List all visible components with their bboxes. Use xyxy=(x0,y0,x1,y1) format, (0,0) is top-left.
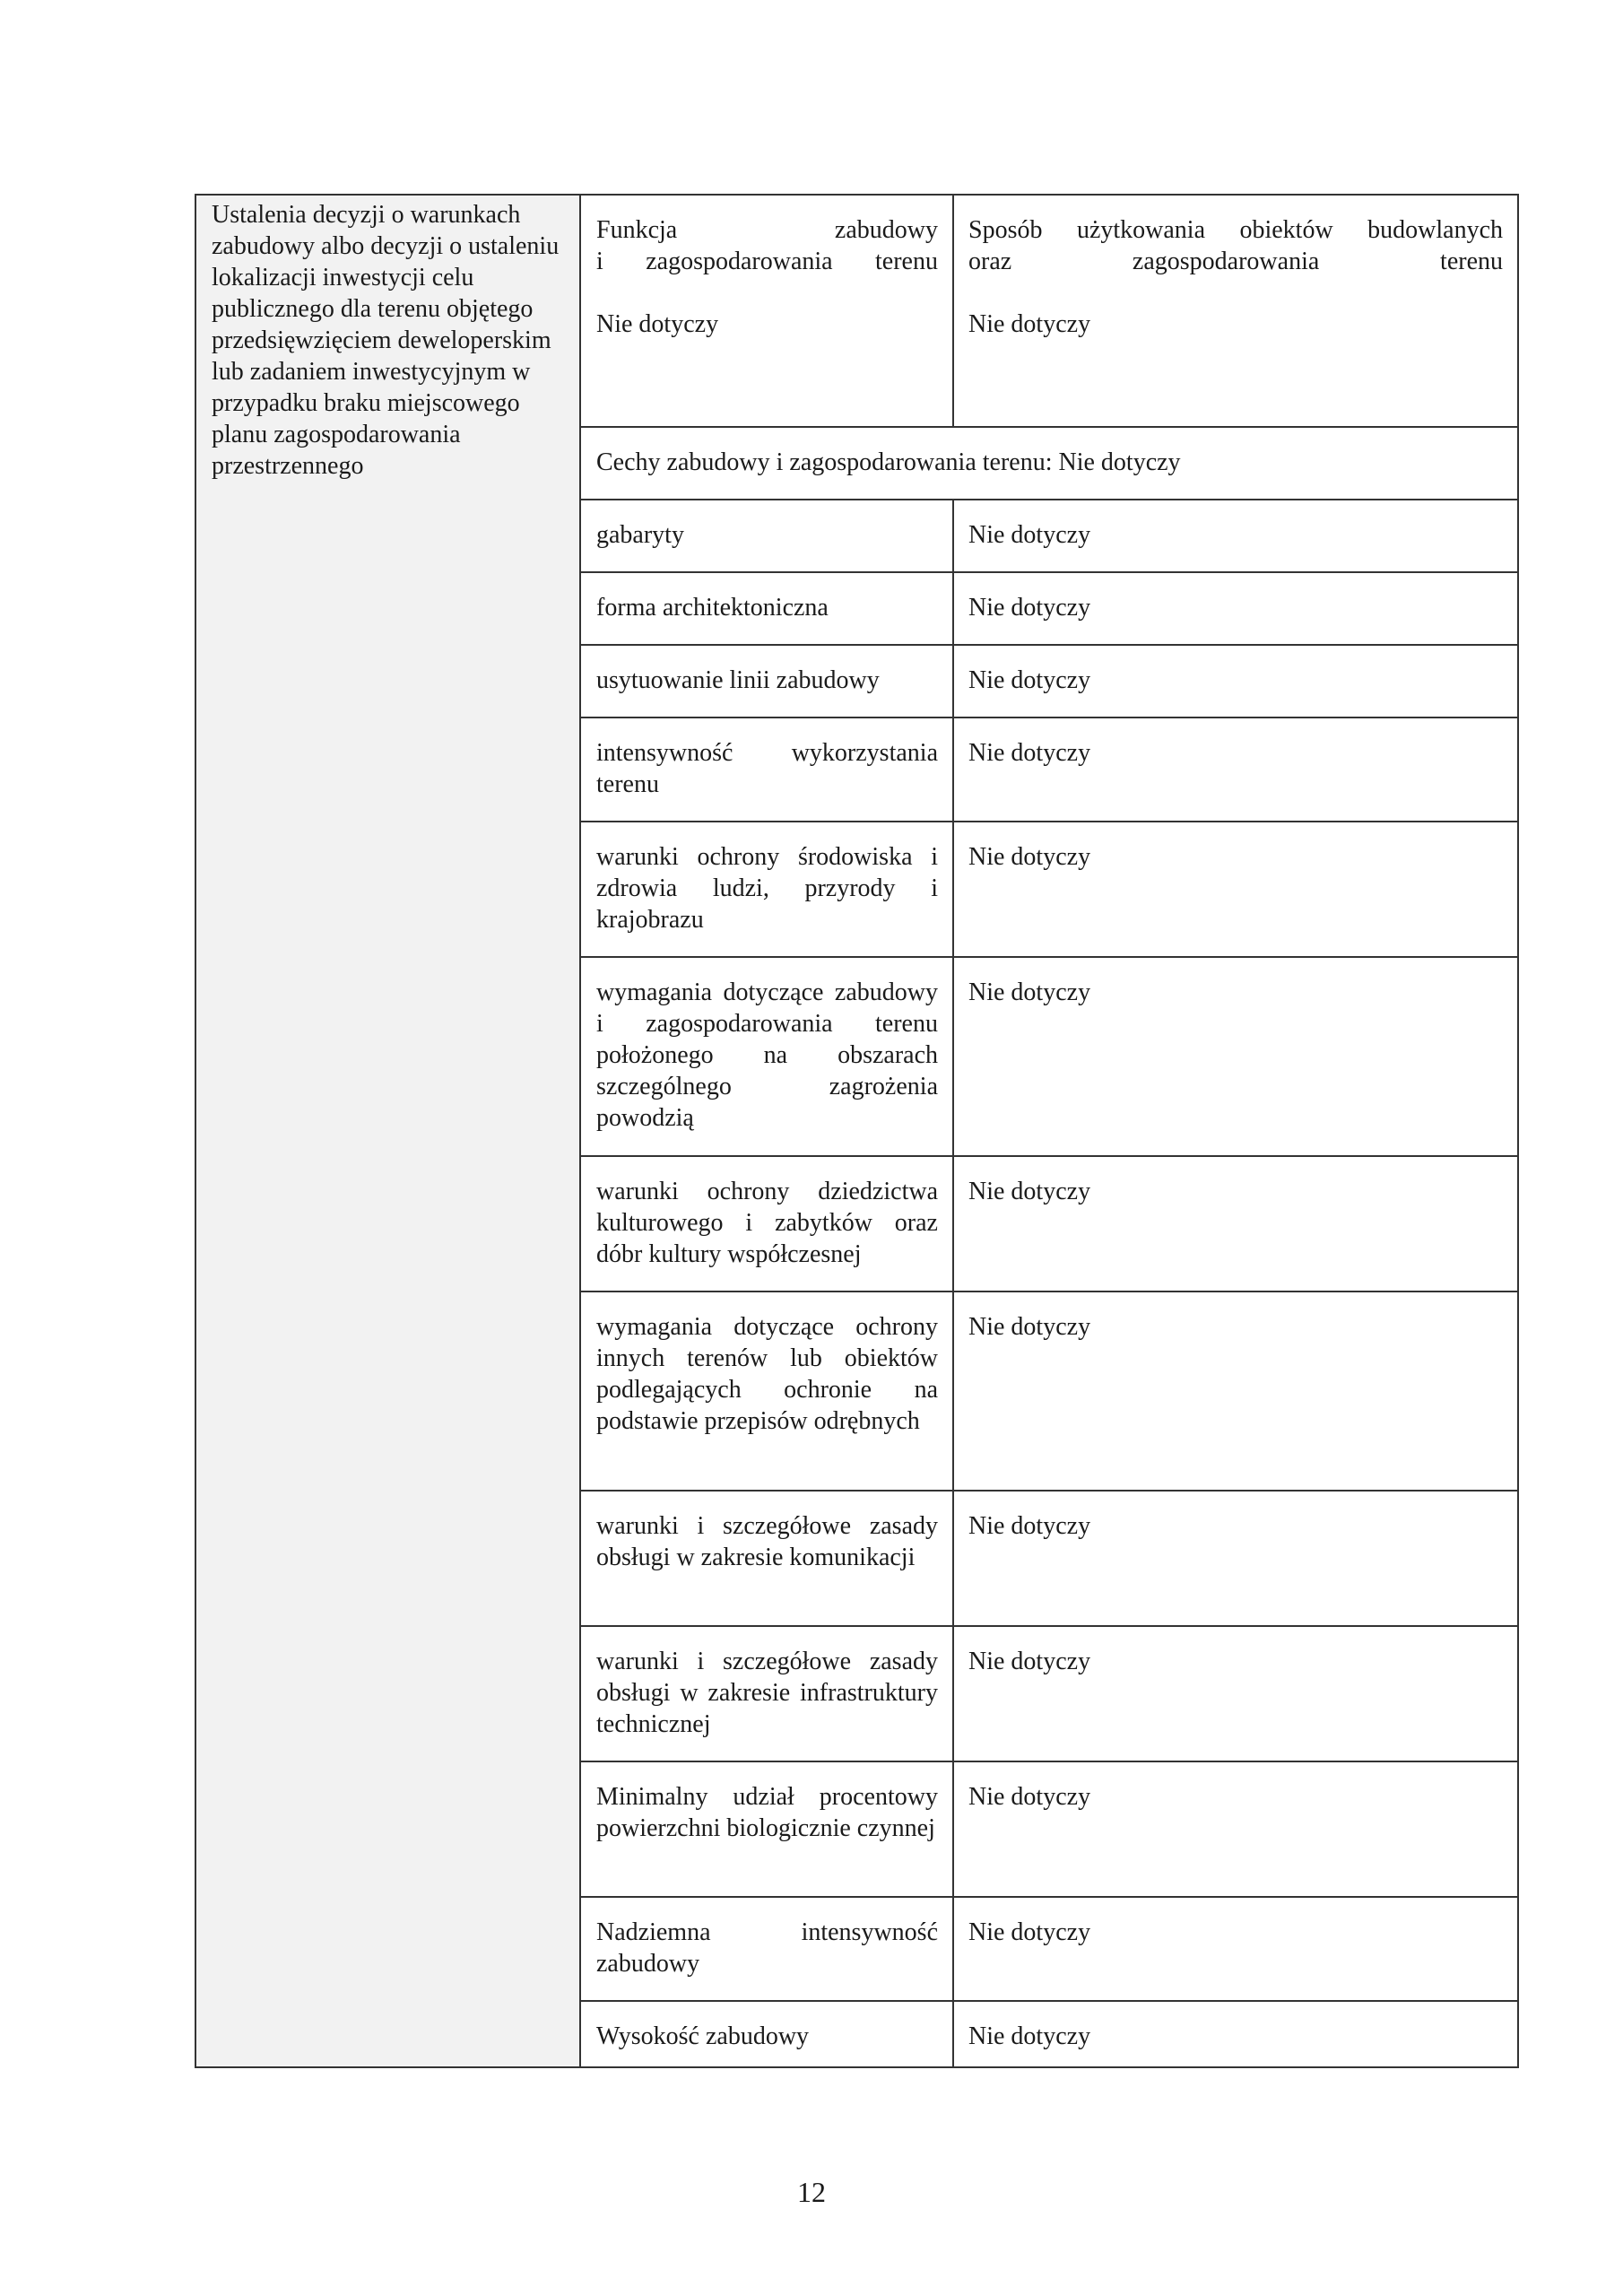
row-label: wymagania dotyczące ochrony innych terenów lub obiektów podlegających ochronie na podstawie przepisów odrębnych xyxy=(581,1292,954,1490)
table-row xyxy=(581,718,1517,822)
row-value: Nie dotyczy xyxy=(968,666,1091,694)
row-label: warunki ochrony dziedzictwa kulturowego i zabytków oraz dóbr kultury współczesnej xyxy=(581,1157,954,1291)
row-value: Nie dotyczy xyxy=(968,521,1091,549)
header-function-line2: i zagospodarowania terenu xyxy=(596,248,938,275)
header-function-title xyxy=(596,214,938,277)
row-value: Nie dotyczy xyxy=(968,594,1091,622)
page-number: 12 xyxy=(797,2176,826,2208)
row-value: Nie dotyczy xyxy=(968,1918,1091,1946)
row-value: Nie dotyczy xyxy=(968,739,1091,767)
row-value: Nie dotyczy xyxy=(968,843,1091,871)
row-label: wymagania dotyczące zabudowy i zagospodarowania terenu położonego na obszarach szczególnego zagrożenia powodzią xyxy=(581,958,954,1155)
row-label: Nadziemna intensywność zabudowy xyxy=(581,1898,954,2000)
document-table xyxy=(195,194,1519,2068)
header-usage-line1: Sposób użytkowania obiektów budowlanych xyxy=(968,216,1503,244)
table-row xyxy=(581,500,1517,573)
left-category-cell xyxy=(196,196,581,2066)
header-usage-title xyxy=(968,214,1503,277)
left-category-text: Ustalenia decyzji o warunkach zabudowy albo decyzji o ustaleniu lokalizacji inwestycji celu publicznego dla terenu objętego przedsięwzięciem deweloperskim lub zadaniem inwestycyjnym w przypadku braku miejscowego planu zagospodarowania przestrzennego xyxy=(212,201,560,480)
row-label: warunki i szczegółowe zasady obsługi w zakresie komunikacji xyxy=(581,1492,954,1625)
table-row xyxy=(581,573,1517,646)
features-row xyxy=(581,428,1517,500)
row-value: Nie dotyczy xyxy=(968,978,1091,1006)
table-row xyxy=(581,1292,1517,1492)
table-row xyxy=(581,822,1517,958)
row-label: usytuowanie linii zabudowy xyxy=(581,646,954,717)
row-value: Nie dotyczy xyxy=(968,1783,1091,1811)
header-cell-function xyxy=(581,196,954,426)
table-row xyxy=(581,1157,1517,1292)
row-label: warunki ochrony środowiska i zdrowia ludzi, przyrody i krajobrazu xyxy=(581,822,954,956)
header-row xyxy=(581,196,1517,428)
table-row xyxy=(581,1898,1517,2002)
row-value: Nie dotyczy xyxy=(968,1313,1091,1341)
table-row xyxy=(581,1492,1517,1627)
row-value: Nie dotyczy xyxy=(968,1512,1091,1540)
row-value: Nie dotyczy xyxy=(968,1178,1091,1205)
header-function-line1: Funkcja zabudowy xyxy=(596,216,938,244)
row-label: warunki i szczegółowe zasady obsługi w zakresie infrastruktury technicznej xyxy=(581,1627,954,1761)
header-usage-value: Nie dotyczy xyxy=(968,310,1091,338)
table-row xyxy=(581,2002,1517,2066)
row-label: Minimalny udział procentowy powierzchni biologicznie czynnej xyxy=(581,1762,954,1896)
table-row xyxy=(581,1627,1517,1762)
header-cell-usage xyxy=(954,196,1517,426)
row-label: intensywność wykorzystania terenu xyxy=(581,718,954,821)
table-row xyxy=(581,646,1517,718)
header-function-value: Nie dotyczy xyxy=(596,310,719,338)
table-row xyxy=(581,958,1517,1157)
table-row xyxy=(581,1762,1517,1898)
right-table-area xyxy=(581,196,1517,2066)
row-value: Nie dotyczy xyxy=(968,1648,1091,1675)
features-text: Cechy zabudowy i zagospodarowania terenu: Nie dotyczy xyxy=(596,448,1181,476)
row-label: Wysokość zabudowy xyxy=(581,2002,954,2066)
row-value: Nie dotyczy xyxy=(968,2022,1091,2050)
row-label: gabaryty xyxy=(581,500,954,571)
header-usage-line2: oraz zagospodarowania terenu xyxy=(968,248,1503,275)
features-cell xyxy=(581,428,1517,499)
row-label: forma architektoniczna xyxy=(581,573,954,644)
